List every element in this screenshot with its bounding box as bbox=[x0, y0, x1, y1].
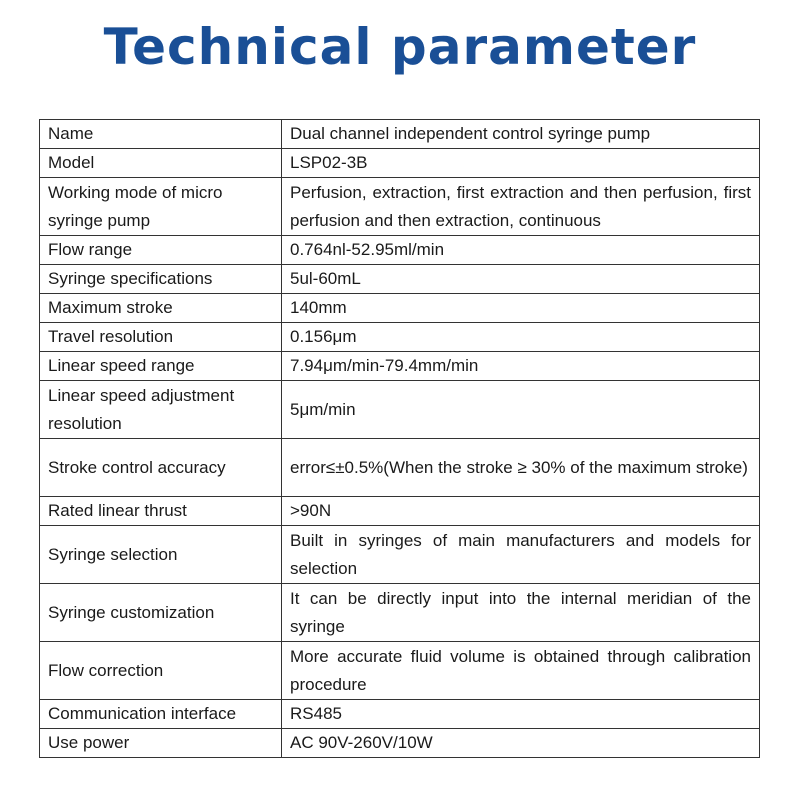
param-label: Communication interface bbox=[40, 700, 282, 729]
param-value: It can be directly input into the internal meridian of the syringe bbox=[282, 584, 760, 642]
table-row bbox=[40, 381, 760, 439]
param-label: Name bbox=[40, 120, 282, 149]
table-row bbox=[40, 265, 760, 294]
table-row bbox=[40, 120, 760, 149]
param-value: RS485 bbox=[282, 700, 760, 729]
param-value: error≤±0.5%(When the stroke ≥ 30% of the maximum stroke) bbox=[282, 439, 760, 497]
table-row bbox=[40, 642, 760, 700]
param-value: >90N bbox=[282, 497, 760, 526]
param-label: Syringe selection bbox=[40, 526, 282, 584]
param-label: Linear speed range bbox=[40, 352, 282, 381]
table-row bbox=[40, 323, 760, 352]
param-value: LSP02-3B bbox=[282, 149, 760, 178]
param-label: Working mode of micro syringe pump bbox=[40, 178, 282, 236]
table-row bbox=[40, 700, 760, 729]
param-label: Flow correction bbox=[40, 642, 282, 700]
param-value: 140mm bbox=[282, 294, 760, 323]
param-value: Built in syringes of main manufacturers and models for selection bbox=[282, 526, 760, 584]
param-label: Flow range bbox=[40, 236, 282, 265]
param-value: AC 90V-260V/10W bbox=[282, 729, 760, 758]
param-label: Syringe customization bbox=[40, 584, 282, 642]
table-row bbox=[40, 352, 760, 381]
param-value: 0.156μm bbox=[282, 323, 760, 352]
param-label: Model bbox=[40, 149, 282, 178]
table-row bbox=[40, 584, 760, 642]
param-label: Rated linear thrust bbox=[40, 497, 282, 526]
table-row bbox=[40, 236, 760, 265]
table-row bbox=[40, 526, 760, 584]
param-value: 7.94μm/min-79.4mm/min bbox=[282, 352, 760, 381]
param-label: Linear speed adjustment resolution bbox=[40, 381, 282, 439]
table-row bbox=[40, 149, 760, 178]
parameter-table bbox=[39, 119, 760, 758]
table-row bbox=[40, 497, 760, 526]
param-value: More accurate fluid volume is obtained through calibration procedure bbox=[282, 642, 760, 700]
param-value: 5ul-60mL bbox=[282, 265, 760, 294]
param-label: Stroke control accuracy bbox=[40, 439, 282, 497]
param-label: Travel resolution bbox=[40, 323, 282, 352]
page-title: Technical parameter bbox=[103, 18, 697, 76]
param-label: Use power bbox=[40, 729, 282, 758]
param-label: Maximum stroke bbox=[40, 294, 282, 323]
table-row bbox=[40, 439, 760, 497]
param-value: Perfusion, extraction, first extraction and then perfusion, first perfusion and then extraction, continuous bbox=[282, 178, 760, 236]
param-value: 5μm/min bbox=[282, 381, 760, 439]
table-row bbox=[40, 178, 760, 236]
param-value: 0.764nl-52.95ml/min bbox=[282, 236, 760, 265]
table-row bbox=[40, 729, 760, 758]
table-row bbox=[40, 294, 760, 323]
param-label: Syringe specifications bbox=[40, 265, 282, 294]
param-value: Dual channel independent control syringe pump bbox=[282, 120, 760, 149]
